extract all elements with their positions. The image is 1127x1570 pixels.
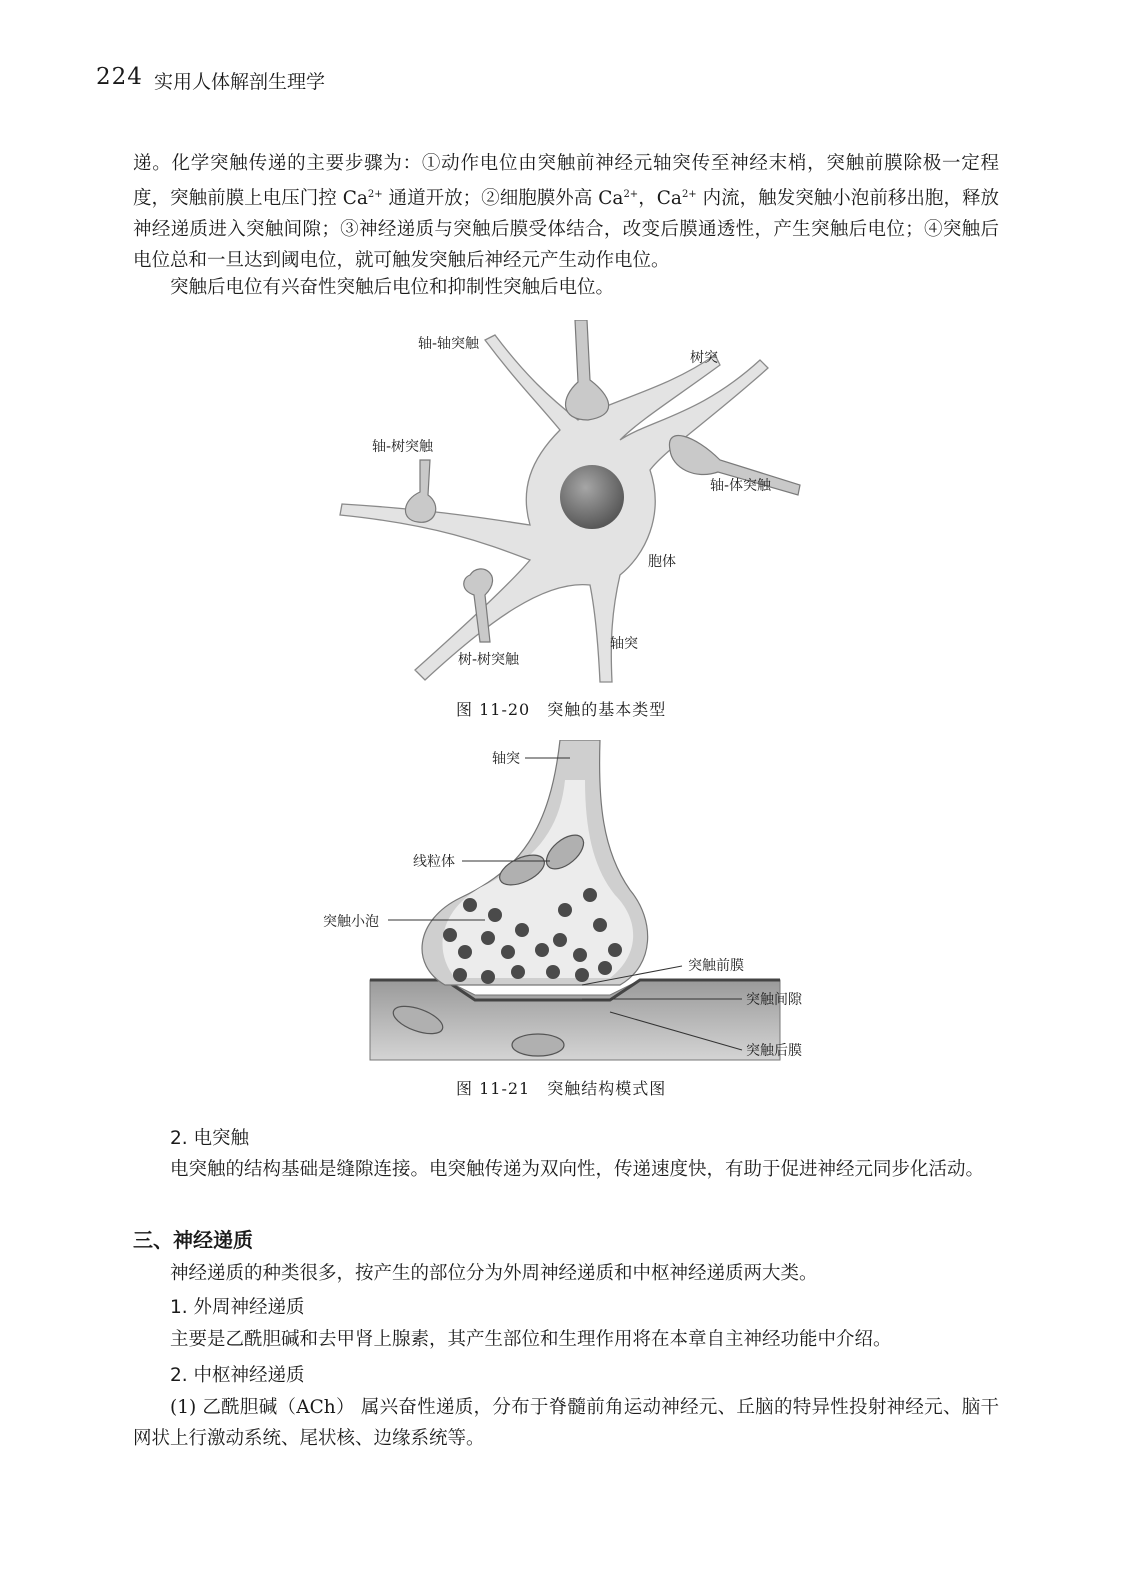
book-title: 实用人体解剖生理学 <box>154 71 326 93</box>
paragraph-peripheral-transmitters: 主要是乙酰胆碱和去甲肾上腺素，其产生部位和生理作用将在本章自主神经功能中介绍。 <box>170 1329 892 1350</box>
label-soma: 胞体 <box>648 554 676 570</box>
paragraph-transmitter-intro: 神经递质的种类很多，按产生的部位分为外周神经递质和中枢神经递质两大类。 <box>170 1263 818 1284</box>
heading-central-transmitters: 2. 中枢神经递质 <box>170 1365 305 1386</box>
figure-caption-11-21: 图 11-21 突触结构模式图 <box>456 1079 667 1098</box>
paragraph-chemical-synapse-steps: 递。化学突触传递的主要步骤为：①动作电位由突触前神经元轴突传至神经末梢，突触前膜除极一定程度，突触前膜上电压门控 $Ca^{2+}$ 通道开放；②细胞膜外高 $Ca^{2+}$，$Ca^{2+}$ 内流，触发突触小泡前移出胞，释放神经递质进入突触间隙；③神经递质与突触后膜受体结合，改变后膜通透性，产生突触后电位；④突触后电位总和一旦达到阈电位，就可触发突触后神经元产生动作电位。 <box>133 153 999 272</box>
label-dendro-dendritic: 树-树突触 <box>458 652 520 668</box>
label-axo-dendritic: 轴-树突触 <box>372 439 434 455</box>
label-synaptic-cleft: 突触间隙 <box>746 992 802 1008</box>
figure-synapse-types <box>320 320 820 685</box>
nucleus <box>560 465 624 529</box>
label-mitochondrion: 线粒体 <box>413 854 455 870</box>
label-axon-structure: 轴突 <box>492 751 520 767</box>
label-dendrite: 树突 <box>690 350 718 366</box>
paragraph-acetylcholine: (1) 乙酰胆碱（ACh） 属兴奋性递质，分布于脊髓前角运动神经元、丘脑的特异性投射神经元、脑干网状上行激动系统、尾状核、边缘系统等。 <box>133 1397 999 1449</box>
label-vesicle: 突触小泡 <box>323 914 379 930</box>
axo-dendritic-terminal <box>405 460 435 522</box>
label-axo-somatic: 轴-体突触 <box>710 478 772 494</box>
page-number: 224 <box>96 64 143 90</box>
figure-synapse-structure <box>310 740 840 1065</box>
figure-caption-11-20: 图 11-20 突触的基本类型 <box>456 700 667 719</box>
label-postsynaptic-membrane: 突触后膜 <box>746 1043 802 1059</box>
paragraph-electrical-synapse: 电突触的结构基础是缝隙连接。电突触传递为双向性，传递速度快，有助于促进神经元同步化活动。 <box>170 1159 985 1180</box>
paragraph-postsynaptic-potentials: 突触后电位有兴奋性突触后电位和抑制性突触后电位。 <box>170 277 615 298</box>
label-axo-axonic: 轴-轴突触 <box>418 336 480 352</box>
axo-axonic-terminal <box>566 320 609 420</box>
label-axon: 轴突 <box>610 636 638 652</box>
label-presynaptic-membrane: 突触前膜 <box>688 958 744 974</box>
heading-peripheral-transmitters: 1. 外周神经递质 <box>170 1297 305 1318</box>
heading-neurotransmitters: 三、神经递质 <box>133 1228 253 1252</box>
heading-electrical-synapse: 2. 电突触 <box>170 1128 250 1149</box>
neuron-body <box>340 335 768 682</box>
